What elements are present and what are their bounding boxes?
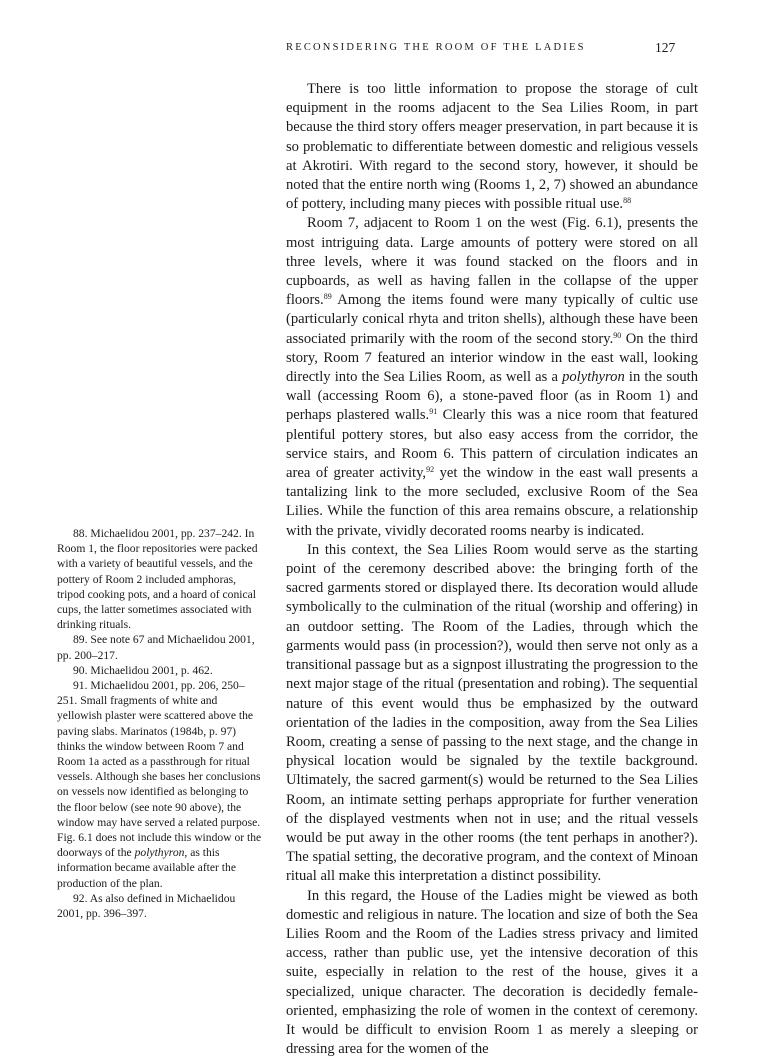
- text-run: in the south wall (accessing Room 6), a stone-paved floor (as in Room 1) and perhaps plastered walls.: [286, 369, 698, 424]
- text-run: There is too little information to propose the storage of cult equipment in the rooms adjacent to the Sea Lilies Room, in part because the third story offers meager preservation, in part because it is so problematic to differentiate between domestic and religious vessels at Akrotiri. With regard to the second story, however, it should be noted that the entire north wing (Rooms 1, 2, 7) showed an abundance of pottery, including many pieces with possible ritual use.: [286, 81, 698, 213]
- italic-term: polythyron: [562, 369, 625, 386]
- body-paragraph-2: [286, 214, 698, 540]
- footnote-ref-90[interactable]: 90: [613, 330, 622, 340]
- text-run: On the third story, Room 7 featured an interior window in the east wall, looking directly into the Sea Lilies Room, as well as a: [286, 330, 698, 386]
- footnote-89: 89. See note 67 and Michaelidou 2001, pp. 200–217.: [57, 633, 255, 662]
- footnote-90: 90. Michaelidou 2001, p. 462.: [73, 663, 213, 677]
- italic-term: polythyron: [134, 846, 185, 860]
- text-run: Room 7, adjacent to Room 1 on the west (Fig. 6.1), presents the most intriguing data. Large amounts of pottery were stored on all three levels, where it was found stacked on the floors and in cupboards, as well as having fallen in the collapse of the upper floors.: [286, 215, 698, 309]
- text-run: yet the window in the east wall presents a tantalizing link to the more secluded, exclusive Room of the Sea Lilies. While the function of this area remains obscure, a relationship with the private, vividly decorated rooms nearby is indicated.: [286, 465, 698, 539]
- text-run: Among the items found were many typically of cultic use (particularly conical rhyta and triton shells), although these have been associated primarily with the room of the second story.: [286, 292, 698, 347]
- running-title: RECONSIDERING THE ROOM OF THE LADIES: [286, 42, 586, 53]
- footnote-ref-89[interactable]: 89: [323, 292, 332, 302]
- body-text-column: [286, 80, 698, 1059]
- body-paragraph-1: [286, 80, 698, 214]
- text-run: Clearly this was a nice room that featured plentiful pottery stores, but also easy access from the corridor, the service stairs, and Room 6. This pattern of circulation indicates an area of greater activity,: [286, 407, 699, 482]
- footnote-91: [57, 678, 263, 891]
- footnote-92: 92. As also defined in Michaelidou 2001, pp. 396–397.: [57, 891, 236, 921]
- footnote-88: 88. Michaelidou 2001, pp. 237–242. In Room 1, the floor repositories were packed with a variety of beautiful vessels, and the pottery of Room 2 included amphoras, tripod cooking pots, and a hoard of conical cups, the latter sometimes associated with drinking rituals.: [57, 527, 258, 632]
- page-number: 127: [655, 40, 676, 55]
- footnotes-column: [57, 526, 263, 921]
- footnote-ref-92[interactable]: 92: [426, 465, 435, 475]
- text-run: 91. Michaelidou 2001, pp. 206, 250–251. Small fragments of white and yellowish plaster were scattered above the paving slabs. Marinatos (1984b, p. 97) thinks the window between Room 7 and Room 1a acted as a passthrough for ritual vessels. Although she bases her conclusions on vessels now identified as belonging to the floor below (see note 90 above), the window may have served a related purpose. Fig. 6.1 does not include this window or the doorways of the: [57, 679, 262, 860]
- text-run: , as this information became available after the production of the plan.: [57, 846, 236, 890]
- body-paragraph-3: In this context, the Sea Lilies Room would serve as the starting point of the ceremony described above: the bringing forth of the sacred garments stored or displayed there. Its decoration would allude symbolically to the culmination of the ritual (worship and offering) in an outdoor setting. The Room of the Ladies, through which the garments would pass (in procession?), would then serve not only as a transitional passage but as a signpost illustrating the progression to the next major stage of the ritual (presentation and robing). The sequential nature of this event would thus be emphasized by the outward orientation of the ladies in the composition, away from the Sea Lilies Room, creating a sense of passing to the next stage, and the change in physical location would be signaled by the textile background. Ultimately, the sacred garment(s) would be returned to the Sea Lilies Room, an intimate setting perhaps appropriate for further veneration of the displayed vestments when not in use; and the ritual vessels would be put away in the other rooms (the tent perhaps in another?). The spatial setting, the decorative program, and the context of Minoan ritual all make this interpretation a distinct possibility.: [286, 541, 698, 885]
- running-header: [0, 40, 760, 60]
- body-paragraph-4: In this regard, the House of the Ladies might be viewed as both domestic and religious in nature. The location and size of both the Sea Lilies Room and the Room of the Ladies stress privacy and limited access, rather than public use, yet the intensive decoration of this suite, especially in relation to the rest of the house, gives it a specialized, unique character. The decoration is decidedly female-oriented, emphasizing the role of women in the context of ceremony. It would be difficult to envision Room 1 as merely a sleeping or dressing area for the women of the: [286, 887, 698, 1058]
- footnote-ref-91[interactable]: 91: [429, 407, 438, 417]
- footnote-ref-88[interactable]: 88: [623, 196, 632, 206]
